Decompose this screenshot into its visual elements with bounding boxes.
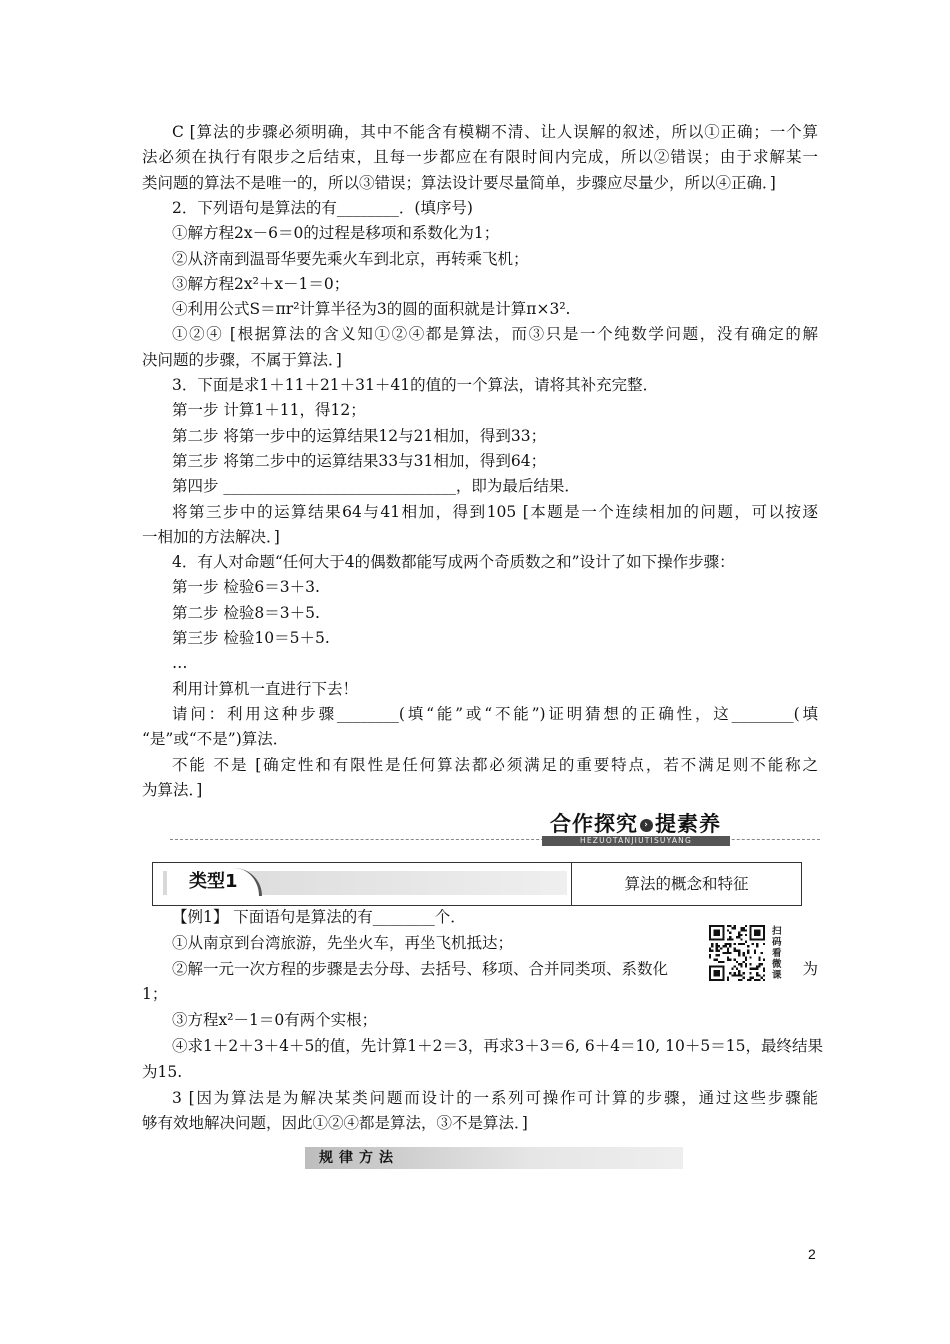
text-line-content: C [算法的步骤必须明确，其中不能含有模糊不清、让人误解的叙述，所以①正确；一个算 (172, 123, 818, 141)
text-line-content: 将第三步中的运算结果64与41相加，得到105 [本题是一个连续相加的问题，可以按逐 (172, 502, 818, 521)
qr-code-icon[interactable] (709, 925, 765, 981)
text-line-content: 第一步 检验6＝3＋3. (172, 578, 320, 597)
text-line-content: 第二步 将第一步中的运算结果12与21相加，得到33； (172, 426, 547, 445)
text-line (142, 984, 818, 1004)
text-line (172, 1010, 818, 1030)
text-line-content: 1； (142, 985, 168, 1004)
text-line-content: ②解一元一次方程的步骤是去分母、去括号、移项、合并同类项、系数化 (172, 959, 669, 978)
text-line (172, 400, 818, 420)
type-box (152, 862, 802, 906)
type-box-label-area (163, 871, 567, 895)
text-line-content: 为算法．] (142, 780, 203, 799)
text-line-content: 决问题的步骤，不属于算法．] (142, 350, 342, 369)
text-line-content: 为15. (142, 1062, 183, 1081)
text-line-content: 第三步 检验10＝5＋5. (172, 629, 330, 647)
qr-caption: 扫码看微课 (772, 926, 782, 981)
text-line (172, 249, 818, 269)
rule-method-bar (305, 1147, 683, 1169)
text-line (172, 1088, 818, 1108)
type-tag-shape (167, 868, 262, 896)
text-line-content: 第四步 ______________________________，即为最后结果． (172, 477, 580, 496)
text-line (142, 350, 818, 370)
banner-subtitle: HEZUOTANJIUTISUYANG (542, 836, 730, 846)
text-line (142, 729, 818, 749)
text-line (172, 476, 818, 496)
text-line-content: ②从济南到温哥华要先乘火车到北京，再转乘飞机； (172, 249, 529, 268)
text-line-content: 一相加的方法解决．] (142, 527, 280, 546)
banner-title-left: 合作探究 (550, 812, 638, 836)
text-line (172, 299, 818, 319)
text-line (142, 173, 818, 193)
text-line (142, 527, 818, 547)
text-line (172, 907, 818, 927)
banner-title-right: 提素养 (655, 812, 721, 836)
text-line (142, 780, 818, 800)
text-line (172, 502, 818, 522)
text-line (172, 324, 818, 344)
text-line-content: ①从南京到台湾旅游，先坐火车，再坐飞机抵达； (172, 933, 514, 952)
text-line-content: 类问题的算法不是唯一的，所以③错误；算法设计要尽量简单，步骤应尽量少，所以④正确．] (142, 173, 776, 192)
text-line-content: 2．下列语句是算法的有________．(填序号) (172, 198, 473, 217)
text-line (172, 451, 818, 471)
text-line-content: 请问：利用这种步骤________(填“能”或“不能”)证明猜想的正确性，这________(填 (172, 704, 818, 723)
text-line-content: ③解方程2x²＋x－1＝0； (172, 274, 350, 293)
type-box-title: 算法的概念和特征 (624, 875, 749, 893)
text-line-content: 第三步 将第二步中的运算结果33与31相加，得到64； (172, 451, 547, 470)
text-line (172, 679, 818, 699)
text-line (172, 122, 818, 142)
text-line (172, 628, 818, 648)
banner-title (550, 808, 721, 838)
text-line (172, 704, 818, 724)
text-line (172, 426, 818, 446)
text-line (172, 603, 818, 623)
rule-method-label: 规律方法 (319, 1150, 399, 1166)
text-line-content: 第二步 检验8＝3＋5. (172, 603, 320, 622)
text-line-content: 【例1】 下面语句是算法的有________个． (172, 908, 466, 926)
text-line-content: 不能 不是 [确定性和有限性是任何算法都必须满足的重要特点，若不满足则不能称之 (172, 755, 818, 774)
text-line-content: ④利用公式S＝πr²计算半径为3的圆的面积就是计算π×3². (172, 300, 571, 319)
text-line-content: 利用计算机一直进行下去！ (172, 679, 359, 698)
text-line (142, 1113, 818, 1133)
type-tag: 类型1 (189, 871, 238, 892)
text-line (172, 755, 818, 775)
text-line-trail: 为 (802, 959, 818, 978)
text-line-content: ④求1＋2＋3＋4＋5的值，先计算1＋2＝3，再求3＋3＝6, 6＋4＝10, 10＋5＝15，最终结果 (172, 1037, 823, 1055)
text-line (172, 274, 818, 294)
text-line (172, 223, 818, 243)
text-line-content: ③方程x²－1＝0有两个实根； (172, 1011, 378, 1030)
text-line (172, 653, 818, 673)
text-line-content: “是”或“不是”)算法． (142, 730, 289, 749)
text-line (172, 577, 818, 597)
text-line (142, 147, 818, 167)
arrow-right-icon: › (640, 819, 653, 832)
text-line-content: 第一步 计算1＋11，得12； (172, 401, 366, 420)
text-line-content: … (172, 654, 188, 673)
text-line-content: 够有效地解决问题，因此①②④都是算法，③不是算法．] (142, 1114, 528, 1133)
text-line (172, 1036, 823, 1056)
section-banner (140, 808, 820, 850)
text-line-content: ①解方程2x－6＝0的过程是移项和系数化为1； (172, 224, 500, 243)
text-line-content: 3 [因为算法是为解决某类问题而设计的一系列可操作可计算的步骤，通过这些步骤能 (172, 1088, 818, 1107)
page-number: 2 (808, 1246, 816, 1262)
text-line (172, 198, 818, 218)
text-line-content: 4．有人对命题“任何大于4的偶数都能写成两个奇质数之和”设计了如下操作步骤： (172, 553, 735, 572)
text-line-content: ①②④ [根据算法的含义知①②④都是算法，而③只是一个纯数学问题，没有确定的解 (172, 325, 818, 344)
text-line (142, 1062, 818, 1082)
text-line-content: 3．下面是求1＋11＋21＋31＋41的值的一个算法，请将其补充完整． (172, 376, 659, 394)
text-line-content: 法必须在执行有限步之后结束，且每一步都应在有限时间内完成，所以②错误；由于求解某一 (142, 148, 818, 167)
text-line (172, 375, 818, 395)
text-line (172, 552, 818, 572)
